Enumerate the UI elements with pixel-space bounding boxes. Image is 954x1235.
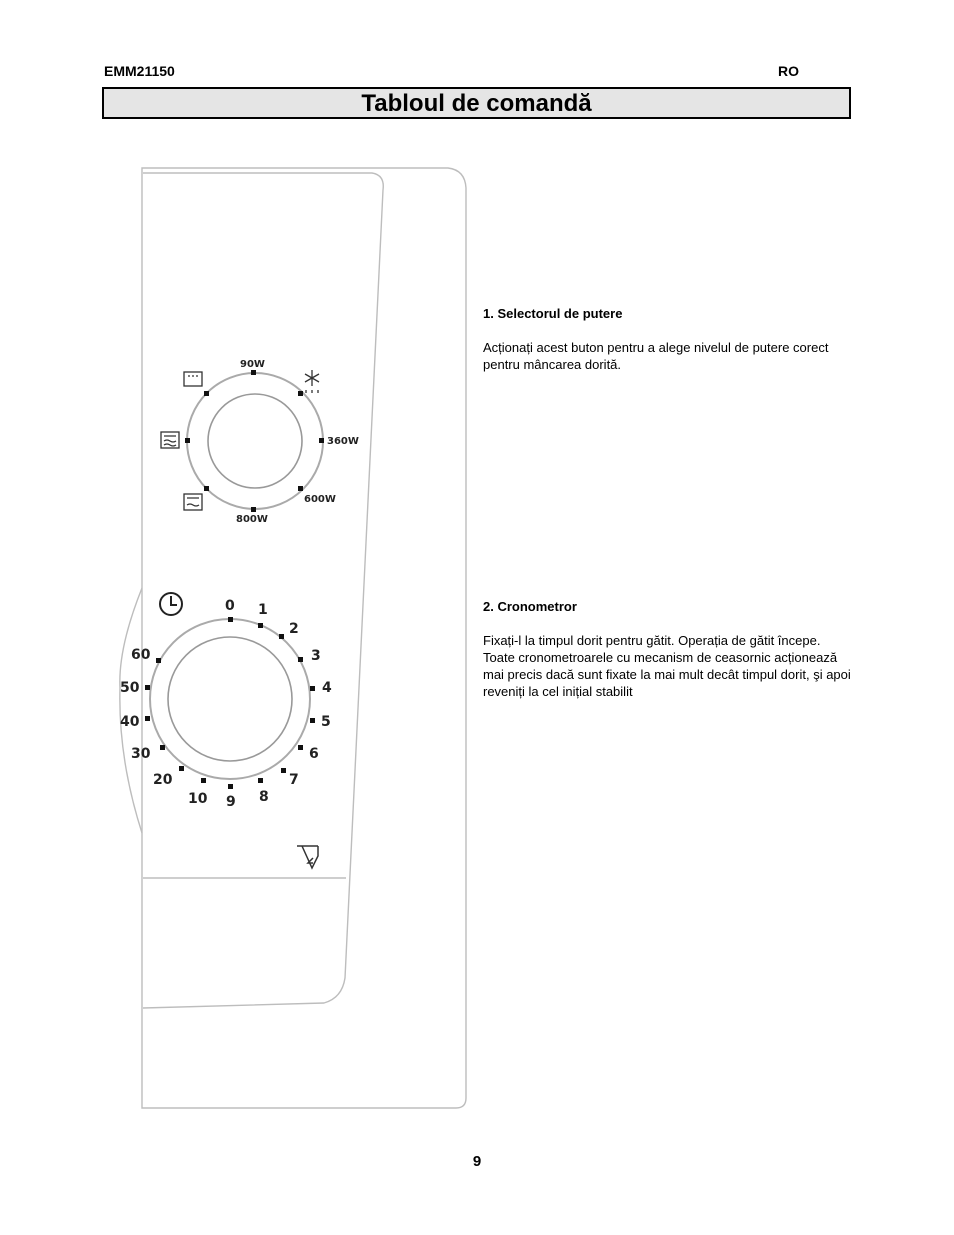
grill-icon <box>184 372 202 386</box>
power-selector-section <box>483 305 853 373</box>
timer-label-30: 30 <box>131 746 151 762</box>
timer-label-60: 60 <box>131 647 151 663</box>
timer-label-5: 5 <box>321 714 331 730</box>
panel-front-outline <box>143 173 383 1008</box>
timer-label-3: 3 <box>311 648 321 664</box>
timer-label-4: 4 <box>322 680 332 696</box>
timer-label-20: 20 <box>153 772 173 788</box>
page-title: Tabloul de comandă <box>361 90 592 117</box>
model-number: EMM21150 <box>104 63 175 79</box>
title-box <box>102 87 851 119</box>
timer-label-7: 7 <box>289 772 299 788</box>
timer-section <box>483 598 853 700</box>
power-selector-text: Acționați acest buton pentru a alege nivelul de putere corect pentru mâncarea dorită. <box>483 340 829 372</box>
timer-label-0: 0 <box>225 598 235 614</box>
timer-label-1: 1 <box>258 602 268 618</box>
combi-icon <box>161 432 179 448</box>
power-selector-heading: 1. Selectorul de putere <box>483 306 623 321</box>
timer-label-10: 10 <box>188 791 208 807</box>
timer-label-9: 9 <box>226 794 236 810</box>
timer-label-2: 2 <box>289 621 299 637</box>
combi-2-icon <box>184 494 202 510</box>
timer-label-6: 6 <box>309 746 319 762</box>
door-release-icon <box>297 846 318 868</box>
clock-icon <box>160 593 182 615</box>
timer-label-8: 8 <box>259 789 269 805</box>
power-label-800w: 800W <box>236 514 268 525</box>
panel-side-curve <box>120 588 142 833</box>
power-label-600w: 600W <box>304 494 336 505</box>
timer-label-50: 50 <box>120 680 140 696</box>
defrost-icon <box>305 370 319 393</box>
timer-dial[interactable] <box>150 619 310 779</box>
power-label-90w: 90W <box>240 359 265 370</box>
page-number: 9 <box>472 1153 482 1170</box>
timer-label-40: 40 <box>120 714 140 730</box>
power-label-360w: 360W <box>327 436 359 447</box>
timer-heading: 2. Cronometror <box>483 599 577 614</box>
language-code: RO <box>778 63 799 79</box>
timer-text: Fixați-l la timpul dorit pentru gătit. Operația de gătit începe. Toate cronometroarele cu mecanism de ceasornic acționează mai precis dacă sunt fixate la mai mult decât timpul dorit, şi apoi reveniți la cel inițial stabilit <box>483 633 851 699</box>
control-panel-figure <box>100 158 470 1118</box>
